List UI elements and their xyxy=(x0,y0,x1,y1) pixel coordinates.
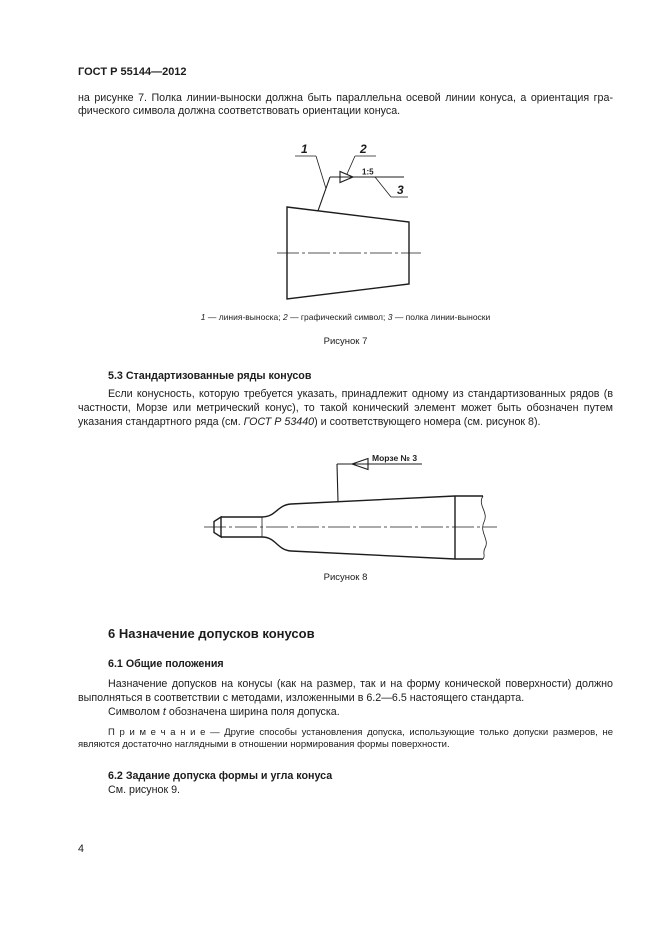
break-line xyxy=(481,496,486,559)
standard-reference: ГОСТ Р 53440 xyxy=(243,416,315,428)
intro-paragraph-line-2: фического символа должна соответствовать ориентации конуса. xyxy=(78,105,401,117)
legend-number-1: 1 xyxy=(200,312,206,322)
line-3-text-after: ) и соответствующего номера (см. рисунок 8). xyxy=(314,416,541,428)
line-3-text-before: указания стандартного ряда (см. xyxy=(78,416,244,428)
section-6-2-text: См. рисунок 9. xyxy=(108,784,181,796)
figure-7-legend xyxy=(78,312,613,323)
note-line-1 xyxy=(108,727,613,739)
cylindrical-section xyxy=(455,496,483,559)
morse-leader-line xyxy=(337,464,338,502)
section-6-heading: 6 Назначение допусков конусов xyxy=(108,626,315,641)
callout-2-pointer xyxy=(347,156,355,174)
symbol-line-before: Символом xyxy=(108,706,163,718)
section-5-3-heading: 5.3 Стандартизованные ряды конусов xyxy=(108,370,312,382)
section-6-1-heading: 6.1 Общие положения xyxy=(108,658,224,670)
section-5-3-line-2: частности, Морзе или метрический конус), то такой конический элемент может быть обозначен путем xyxy=(78,402,613,414)
taper-ratio-label: 1:5 xyxy=(362,167,374,177)
legend-text-1: — линия-выноска; xyxy=(207,312,281,322)
note-line-2: являются достаточно наглядными в отношении нормирования формы поверхности. xyxy=(78,739,450,750)
callout-1-pointer xyxy=(316,156,326,188)
legend-number-2: 2 xyxy=(282,312,288,322)
fillet-transition xyxy=(262,504,291,551)
section-6-2-heading: 6.2 Задание допуска формы и угла конуса xyxy=(108,770,333,782)
note-label: П р и м е ч а н и е xyxy=(108,727,206,738)
symbol-line-after: обозначена ширина поля допуска. xyxy=(165,706,340,718)
document-code-header: ГОСТ Р 55144—2012 xyxy=(78,66,187,78)
tolerance-symbol-line xyxy=(108,705,613,719)
tolerance-symbol: t xyxy=(162,706,166,718)
section-6-1-line-2: выполняться в соответствии с методами, изложенными в 6.2—6.5 настоящего стандарта. xyxy=(78,692,525,704)
callout-number-2: 2 xyxy=(360,142,367,156)
legend-text-3: — полка линии-выноски xyxy=(394,312,491,322)
figure-8-caption: Рисунок 8 xyxy=(323,572,368,583)
section-6-1-line-1: Назначение допусков на конусы (как на размер, так и на форму конической поверхности) должно xyxy=(108,678,613,690)
figure-8-drawing xyxy=(200,445,505,570)
legend-text-2: — графический символ; xyxy=(290,312,386,322)
figure-7-drawing xyxy=(260,135,440,310)
taper-surface xyxy=(291,496,455,559)
note-text-1: — Другие способы установления допуска, использующие только допуски размеров, не xyxy=(210,727,614,738)
figure-7-caption: Рисунок 7 xyxy=(323,336,368,347)
callout-number-1: 1 xyxy=(301,142,308,156)
intro-paragraph-line-1: на рисунке 7. Полка линии-выноски должна быть параллельна осевой линии конуса, а ориентация гра- xyxy=(78,92,613,104)
legend-number-3: 3 xyxy=(387,312,393,322)
callout-3-pointer xyxy=(375,177,391,197)
section-5-3-line-3 xyxy=(78,415,613,429)
morse-taper-designation: Морзе № 3 xyxy=(372,453,418,463)
callout-number-3: 3 xyxy=(397,183,404,197)
page-number: 4 xyxy=(78,843,84,855)
section-5-3-line-1: Если конусность, которую требуется указать, принадлежит одному из стандартизованных рядов (в xyxy=(108,388,613,400)
